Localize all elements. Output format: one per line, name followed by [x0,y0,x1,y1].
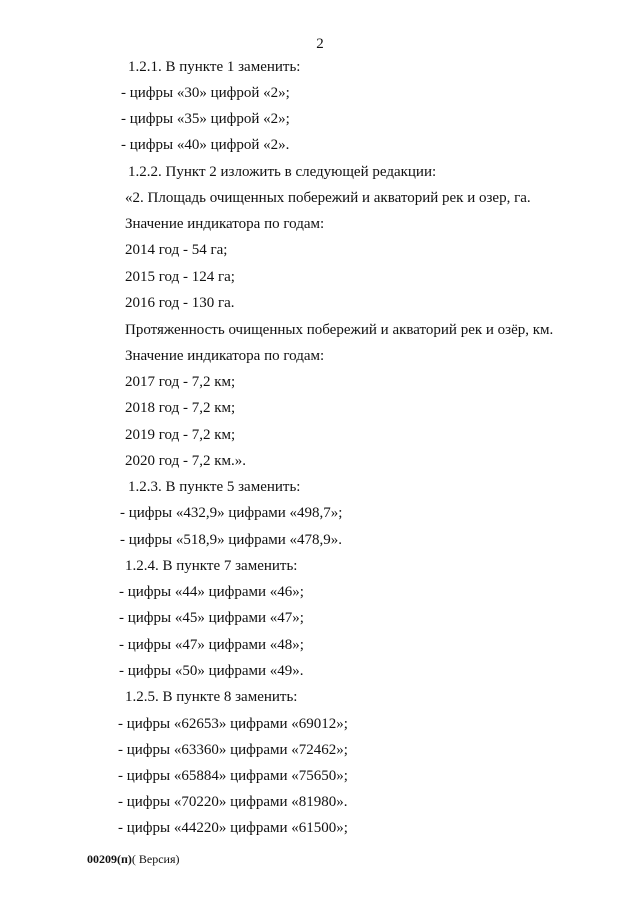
list-item: - цифры «44220» цифрами «61500»; [118,820,348,836]
text-line: Значение индикатора по годам: [125,216,325,232]
section-heading: 1.2.5. В пункте 8 заменить: [125,689,298,705]
section-heading: 1.2.4. В пункте 7 заменить: [125,558,298,574]
text-line: Значение индикатора по годам: [125,348,325,364]
list-item: - цифры «65884» цифрами «75650»; [118,768,348,784]
text-line: 2016 год - 130 га. [125,295,235,311]
text-line: 2019 год - 7,2 км; [125,427,236,443]
list-item: - цифры «63360» цифрами «72462»; [118,742,348,758]
list-item: - цифры «47» цифрами «48»; [119,637,304,653]
text-line: 2020 год - 7,2 км.». [125,453,247,469]
section-heading: 1.2.3. В пункте 5 заменить: [128,479,301,495]
list-item: - цифры «432,9» цифрами «498,7»; [120,505,343,521]
text-line: «2. Площадь очищенных побережий и акваторий рек и озер, га. [125,190,531,206]
text-line: 2014 год - 54 га; [125,242,228,258]
page-number: 2 [316,36,324,52]
document-code: 00209(п) [87,852,132,866]
list-item: - цифры «35» цифрой «2»; [121,111,290,127]
text-line: Протяженность очищенных побережий и акваторий рек и озёр, км. [125,322,554,338]
list-item: - цифры «40» цифрой «2». [121,137,290,153]
list-item: - цифры «30» цифрой «2»; [121,85,290,101]
section-heading: 1.2.2. Пункт 2 изложить в следующей редакции: [128,164,437,180]
text-line: 2017 год - 7,2 км; [125,374,236,390]
text-line: 2018 год - 7,2 км; [125,400,236,416]
version-label: ( Версия) [131,852,180,866]
text-line: 2015 год - 124 га; [125,269,235,285]
list-item: - цифры «518,9» цифрами «478,9». [120,532,343,548]
section-heading: 1.2.1. В пункте 1 заменить: [128,59,301,75]
footer [87,851,180,867]
list-item: - цифры «44» цифрами «46»; [119,584,304,600]
list-item: - цифры «45» цифрами «47»; [119,610,304,626]
list-item: - цифры «50» цифрами «49». [119,663,304,679]
list-item: - цифры «70220» цифрами «81980». [118,794,348,810]
list-item: - цифры «62653» цифрами «69012»; [118,716,348,732]
